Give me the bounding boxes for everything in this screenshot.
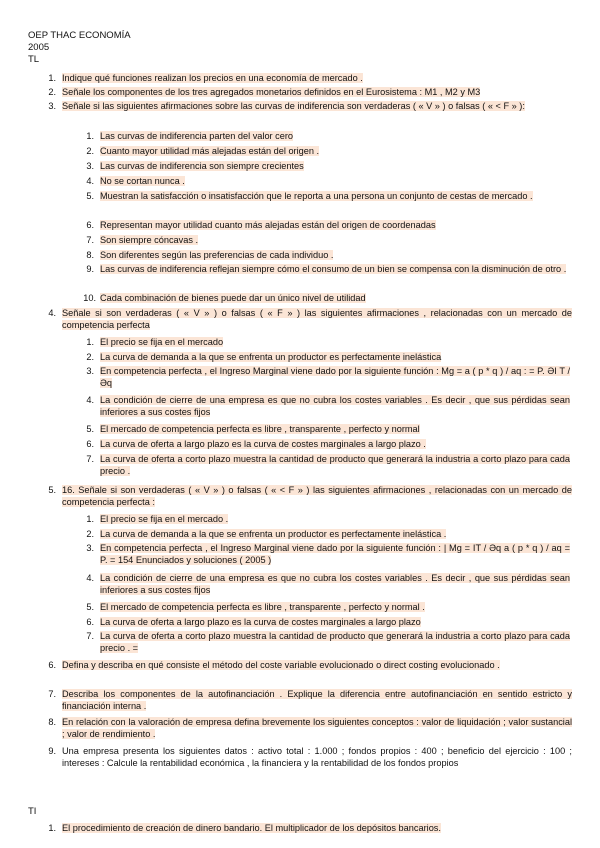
item-number: 7.: [86, 454, 94, 464]
list-item: [86, 234, 570, 246]
item-number: 7.: [86, 631, 94, 641]
list-item: [86, 263, 570, 275]
item-text: Defina y describa en qué consiste el método del coste variable evolucionado o direct costing evolucionado .: [62, 660, 500, 670]
item-text: Muestran la satisfacción o insatisfacción que le reporta a una persona un conjunto de cestas de mercado .: [100, 191, 533, 201]
item-number: 5.: [86, 191, 94, 201]
item-text: La curva de demanda a la que se enfrenta un productor es perfectamente inelástica .: [100, 529, 447, 539]
item-number: 3.: [86, 161, 94, 171]
list-item: [48, 307, 572, 331]
item-text: 16. Señale si son verdaderas ( « V » ) o falsas ( « < F » ) las siguientes afirmaciones , relacionadas con un mercado de competencia perfecta :: [62, 485, 572, 508]
item-number: 9.: [86, 264, 94, 274]
item-text: Señale los componentes de los tres agregados monetarios definidos en el Eurosistema : M1 , M2 y M3: [62, 87, 481, 97]
item-number: 1.: [48, 73, 56, 83]
list-item: [86, 453, 570, 477]
list-item: [86, 616, 570, 628]
item-number: 7.: [86, 235, 94, 245]
list-item: [86, 630, 570, 654]
list-item: [86, 190, 570, 202]
item-text: Son siempre cóncavas .: [100, 235, 199, 245]
item-text: Una empresa presenta los siguientes datos : activo total : 1.000 ; fondos propios : 400 ; beneficio del ejercicio : 100 ; intereses : Calcule la rentabilidad económica , la financiera y la rentabilidad de los fondos propios: [62, 746, 572, 769]
doc-year: 2005: [28, 42, 50, 53]
item-number: 10.: [83, 293, 96, 303]
item-number: 6.: [86, 220, 94, 230]
list-item: [86, 160, 570, 172]
item-number: 6.: [86, 439, 94, 449]
item-number: 5.: [86, 602, 94, 612]
item-text: La curva de demanda a la que se enfrenta un productor es perfectamente inelástica: [100, 352, 442, 362]
list-item: [48, 716, 572, 740]
list-item: [48, 688, 572, 712]
item-number: 3.: [86, 543, 94, 553]
item-text: Señale si las siguientes afirmaciones sobre las curvas de indiferencia son verdaderas ( « V » ) o falsas ( « < F » ):: [62, 101, 525, 111]
item-number: 4.: [86, 176, 94, 186]
item-text: Las curvas de indiferencia parten del valor cero: [100, 131, 294, 141]
item-text: El precio se fija en el mercado .: [100, 514, 229, 524]
item-text: Cuanto mayor utilidad más alejadas están del origen .: [100, 146, 320, 156]
item-number: 8.: [48, 717, 56, 727]
list-item: [48, 745, 572, 769]
item-number: 4.: [86, 573, 94, 583]
item-number: 5.: [86, 424, 94, 434]
list-item: [86, 601, 570, 613]
list-item: [48, 86, 572, 98]
list-item: [86, 249, 570, 261]
doc-title: OEP THAC ECONOMÍA: [28, 30, 131, 41]
item-text: No se cortan nunca .: [100, 176, 185, 186]
item-text: En competencia perfecta , el Ingreso Marginal viene dado por la siguiente función : Mg = a ( p * q ) / aq : = P. ƏI T / Əq: [100, 366, 570, 389]
doc-section-ti: TI: [28, 806, 37, 817]
list-item: [86, 572, 570, 596]
list-item: [86, 336, 570, 348]
item-number: 9.: [48, 746, 56, 756]
item-text: La curva de oferta a corto plazo muestra la cantidad de producto que generará la industria a corto plazo para cada precio .: [100, 454, 570, 477]
item-text: Describa los componentes de la autofinanciación . Explique la diferencia entre autofinanciación en sentido estricto y financiación interna .: [62, 689, 572, 712]
list-item: [86, 145, 570, 157]
list-item: [48, 659, 572, 671]
list-item: [86, 175, 570, 187]
list-item: [86, 542, 570, 566]
item-number: 4.: [48, 308, 56, 318]
item-number: 2.: [86, 529, 94, 539]
list-item: [86, 219, 570, 231]
item-number: 1.: [48, 823, 56, 833]
item-number: 2.: [48, 87, 56, 97]
item-text: El precio se fija en el mercado: [100, 337, 224, 347]
item-number: 8.: [86, 250, 94, 260]
list-item: [86, 513, 570, 525]
list-item: [48, 72, 572, 84]
list-item: [48, 484, 572, 508]
item-text: El procedimiento de creación de dinero bandario. El multiplicador de los depósitos bancarios.: [62, 823, 441, 833]
list-item: [86, 438, 570, 450]
item-text: En relación con la valoración de empresa defina brevemente los siguientes conceptos : valor de liquidación ; valor sustancial ; valor de rendimiento .: [62, 717, 572, 740]
item-number: 2.: [86, 146, 94, 156]
item-text: La curva de oferta a corto plazo muestra la cantidad de producto que generará la industria a corto plazo para cada precio . =: [100, 631, 570, 654]
item-number: 6.: [86, 617, 94, 627]
item-text: Representan mayor utilidad cuanto más alejadas están del origen de coordenadas: [100, 220, 436, 230]
list-item: [48, 822, 572, 834]
item-text: En competencia perfecta , el Ingreso Marginal viene dado por la siguiente función : | Mg = IT / Əq a ( p * q ) / aq = P. = 154 Enunciados y soluciones ( 2005 ): [100, 543, 570, 566]
item-text: La curva de oferta a largo plazo es la curva de costes marginales a largo plazo .: [100, 439, 426, 449]
item-number: 4.: [86, 395, 94, 405]
item-number: 1.: [86, 514, 94, 524]
list-item: [86, 351, 570, 363]
item-text: El mercado de competencia perfecta es libre , transparente , perfecto y normal: [100, 424, 420, 434]
item-number: 1.: [86, 337, 94, 347]
item-text: El mercado de competencia perfecta es libre , transparente , perfecto y normal .: [100, 602, 425, 612]
item-text: La curva de oferta a largo plazo es la curva de costes marginales a largo plazo: [100, 617, 421, 627]
item-number: 5.: [48, 485, 56, 495]
item-number: 6.: [48, 660, 56, 670]
item-text: Señale si son verdaderas ( « V » ) o falsas ( « F » ) las siguientes afirmaciones , relacionadas con un mercado de competencia perfecta: [62, 308, 572, 331]
item-number: 1.: [86, 131, 94, 141]
list-item: [86, 365, 570, 389]
item-text: Son diferentes según las preferencias de cada individuo .: [100, 250, 334, 260]
item-number: 3.: [86, 366, 94, 376]
list-item: [86, 130, 570, 142]
item-number: 3.: [48, 101, 56, 111]
item-number: 7.: [48, 689, 56, 699]
list-item: [83, 292, 570, 304]
item-text: Indique qué funciones realizan los precios en una economía de mercado .: [62, 73, 363, 83]
item-text: La condición de cierre de una empresa es que no cubra los costes variables . Es decir , que sus pérdidas sean inferiores a sus costes fijos: [100, 395, 570, 418]
item-text: Las curvas de indiferencia son siempre crecientes: [100, 161, 304, 171]
doc-section-tl: TL: [28, 54, 40, 65]
item-text: Cada combinación de bienes puede dar un único nivel de utilidad: [100, 293, 366, 303]
list-item: [86, 423, 570, 435]
list-item: [48, 100, 572, 112]
list-item: [86, 394, 570, 418]
item-text: La condición de cierre de una empresa es que no cubra los costes variables . Es decir , que sus pérdidas sean inferiores a sus costes fijos: [100, 573, 570, 596]
item-number: 2.: [86, 352, 94, 362]
list-item: [86, 528, 570, 540]
item-text: Las curvas de indiferencia reflejan siempre cómo el consumo de un bien se compensa con la disminución de otro .: [100, 264, 567, 274]
